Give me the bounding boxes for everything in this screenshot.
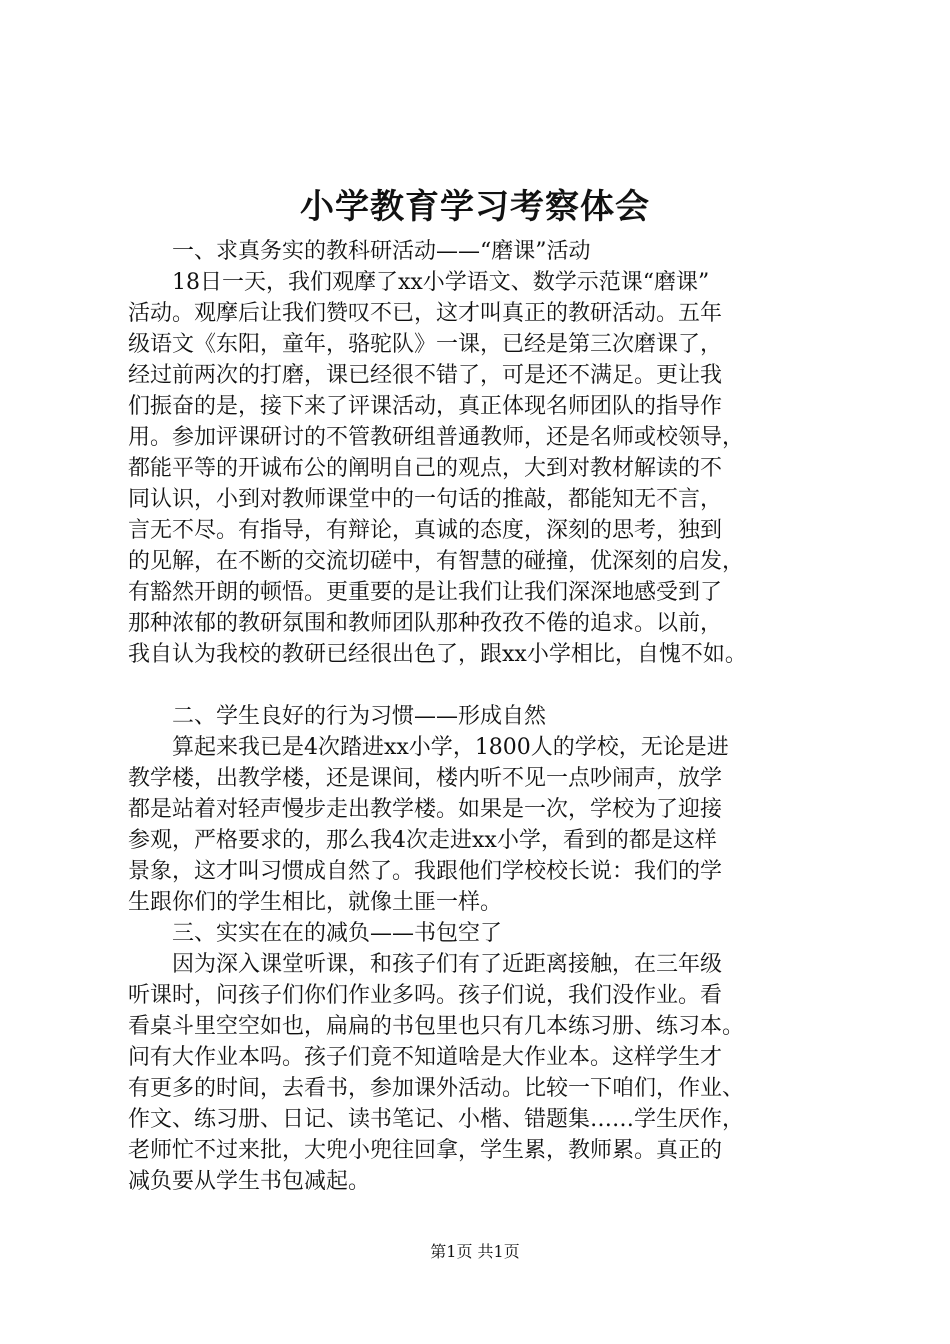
- text-line: 生跟你们的学生相比，就像土匪一样。: [128, 890, 503, 915]
- page-footer: 第1页 共1页: [430, 1242, 520, 1261]
- text-line: 18日一天，我们观摩了xx小学语文、数学示范课“磨课”: [128, 270, 710, 295]
- text-line: 因为深入课堂听课，和孩子们有了近距离接触，在三年级: [128, 952, 723, 977]
- text-line: 活动。观摩后让我们赞叹不已，这才叫真正的教研活动。五年: [128, 301, 723, 326]
- text-line: 听课时，问孩子们你们作业多吗。孩子们说，我们没作业。看: [128, 983, 723, 1008]
- text-line: 用。参加评课研讨的不管教研组普通教师，还是名师或校领导，: [128, 425, 745, 450]
- blank-line: [128, 670, 850, 701]
- text-line: 都能平等的开诚布公的阐明自己的观点，大到对教材解读的不: [128, 456, 723, 481]
- document-title: 小学教育学习考察体会: [300, 187, 650, 227]
- text-line: 那种浓郁的教研氛围和教师团队那种孜孜不倦的追求。以前，: [128, 611, 723, 636]
- text-line: 景象，这才叫习惯成自然了。我跟他们学校校长说：我们的学: [128, 859, 723, 884]
- text-line: 二、学生良好的行为习惯——形成自然: [128, 704, 547, 729]
- text-line: 三、实实在在的减负——书包空了: [128, 921, 503, 946]
- document-body: [128, 236, 850, 1197]
- text-line: 都是站着对轻声慢步走出教学楼。如果是一次，学校为了迎接: [128, 797, 723, 822]
- text-line: 经过前两次的打磨，课已经很不错了，可是还不满足。更让我: [128, 363, 723, 388]
- text-line: 参观，严格要求的，那么我4次走进xx小学，看到的都是这样: [128, 828, 717, 853]
- text-line: 言无不尽。有指导，有辩论，真诚的态度，深刻的思考，独到: [128, 518, 723, 543]
- text-line: 老师忙不过来批，大兜小兜往回拿，学生累，教师累。真正的: [128, 1138, 723, 1163]
- text-line: 的见解，在不断的交流切磋中，有智慧的碰撞，优深刻的启发，: [128, 549, 745, 574]
- text-line: 教学楼，出教学楼，还是课间，楼内听不见一点吵闹声，放学: [128, 766, 723, 791]
- text-line: 减负要从学生书包减起。: [128, 1169, 371, 1194]
- text-line: 作文、练习册、日记、读书笔记、小楷、错题集……学生厌作，: [128, 1107, 745, 1132]
- text-line: 我自认为我校的教研已经很出色了，跟xx小学相比，自愧不如。: [128, 642, 747, 667]
- text-line: 一、求真务实的教科研活动——“磨课”活动: [128, 239, 591, 264]
- text-line: 同认识，小到对教师课堂中的一句话的推敲，都能知无不言，: [128, 487, 723, 512]
- text-line: 们振奋的是，接下来了评课活动，真正体现名师团队的指导作: [128, 394, 723, 419]
- text-line: 有豁然开朗的顿悟。更重要的是让我们让我们深深地感受到了: [128, 580, 723, 605]
- text-line: 看桌斗里空空如也，扁扁的书包里也只有几本练习册、练习本。: [128, 1014, 745, 1039]
- text-line: 有更多的时间，去看书，参加课外活动。比较一下咱们，作业、: [128, 1076, 745, 1101]
- text-line: 问有大作业本吗。孩子们竟不知道啥是大作业本。这样学生才: [128, 1045, 723, 1070]
- text-line: 算起来我已是4次踏进xx小学，1800人的学校，无论是进: [128, 735, 729, 760]
- text-line: 级语文《东阳，童年，骆驼队》一课，已经是第三次磨课了，: [128, 332, 723, 357]
